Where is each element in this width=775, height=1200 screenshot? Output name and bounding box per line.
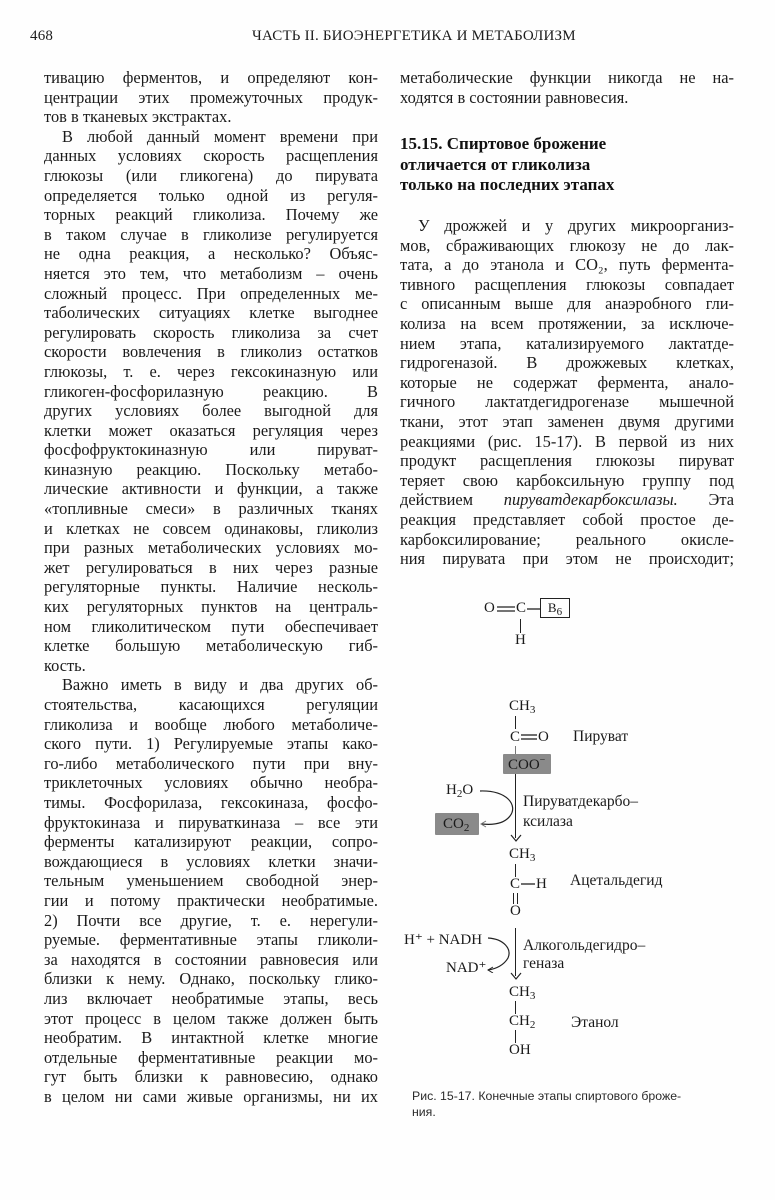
bond-line — [515, 716, 516, 729]
text-line: лиз включает необратимые этапы, весь — [44, 988, 378, 1008]
text-line: других условиях более выгодной для — [44, 401, 378, 421]
carboxyl-group — [508, 755, 545, 774]
text-line: этот процесс в целом также должен быть — [44, 1008, 378, 1028]
text-line: не одна реакция, а несколько? Объяс- — [44, 244, 378, 264]
text-line: метаболические функции никогда не на- — [400, 68, 734, 87]
text-line: с описанным выше для анаэробного гли- — [400, 294, 734, 314]
text-line: гии и потому практически необратимые. — [44, 890, 378, 910]
text-line: отдельные ферментативные реакции мо- — [44, 1047, 378, 1067]
text-line: ния пирувата при этом не происходит; — [400, 549, 734, 569]
double-bond-icon — [495, 603, 517, 615]
text-line: гичного лактатдегидрогеназе мышечной — [400, 392, 734, 412]
text-line: клетки может оказаться регуляция через — [44, 420, 378, 440]
text-line: ходятся в состоянии равновесия. — [400, 87, 629, 107]
text-line: вождающиеся в условиях клетки значи- — [44, 851, 378, 871]
text-line: которые не содержат фермента, анало- — [400, 372, 734, 392]
text-line: нием этапа, катализируемого лактатде- — [400, 333, 734, 353]
text-line: гидрогеназой. В дрожжевых клетках, — [400, 353, 734, 373]
text-line: тивного расщепления глюкозы совпадает — [400, 274, 734, 294]
text-line: тельным уменьшением свободной энер- — [44, 871, 378, 891]
text-line: теряет свою карбоксильную группу под — [400, 470, 734, 490]
curved-arrow-icon — [478, 786, 518, 830]
h-plus-nadh: H⁺ + NADH — [404, 932, 483, 948]
ch2-group — [509, 1013, 535, 1030]
text-line: скорости вовлечения в гликолиз остатков — [44, 342, 378, 362]
enzyme-label: Алкогольдегидро– — [523, 937, 646, 954]
b6-label: B — [547, 600, 557, 615]
vitamin-b6-box — [540, 598, 570, 618]
arrow-down-icon — [510, 834, 522, 842]
text-line: глюкозы (или гликогена) до пирувата — [44, 165, 378, 185]
text-line: сложный процесс. При определенных ме- — [44, 283, 378, 303]
text-line: гут быть близки к равновесию, однако — [44, 1067, 378, 1087]
right-column-intro — [400, 68, 734, 107]
text-line: за находятся в состоянии равновесия или — [44, 949, 378, 969]
paragraph-start: В любой данный момент времени при — [62, 126, 378, 146]
ch-text: CH — [509, 1013, 530, 1029]
curved-arrow-icon — [486, 933, 516, 973]
enzyme-label: Пируватдекарбо– — [523, 793, 639, 810]
subscript: 2 — [463, 822, 470, 834]
heading-line: 15.15. Спиртовое брожение — [400, 134, 607, 153]
single-bond-icon — [520, 878, 536, 890]
text-line: мов, сбраживающих глюкозу не до лак- — [400, 235, 734, 255]
bond-line — [515, 746, 516, 754]
text-line: тов в тканевых экстрактах. — [44, 107, 232, 127]
enzyme-name-italic: пируватдекарбоксилазы. — [503, 490, 678, 510]
text-line: ферменты катализируют реакции, сопро- — [44, 832, 378, 852]
double-bond-icon — [520, 731, 538, 743]
caption-line: ния. — [412, 1105, 436, 1119]
ch3-group — [509, 698, 535, 715]
coo-text: COO — [508, 757, 540, 773]
atom-c: C — [510, 729, 521, 745]
atom-h: H — [536, 876, 547, 892]
co2-formula — [443, 816, 469, 833]
running-title: ЧАСТЬ II. БИОЭНЕРГЕТИКА И МЕТАБОЛИЗМ — [252, 28, 576, 44]
enzyme-label: ксилаза — [523, 813, 573, 830]
text-line: и клетках не совсем одинаковы, гликолиз — [44, 518, 378, 538]
ch-text: CH — [509, 984, 530, 1000]
text-line: при разных метаболических условиях мо- — [44, 538, 378, 558]
text-line: в целом ни сами живые организмы, ни их — [44, 1086, 378, 1106]
text-line: ткани, этот этап заменен двумя другими — [400, 411, 734, 431]
heading-line: только на последних этапах — [400, 175, 615, 194]
text-line: «топливные смеси» в различных тканях — [44, 499, 378, 519]
text-line: го-либо метаболического пути при вну- — [44, 753, 378, 773]
atom-o: O — [510, 903, 521, 919]
ch3-group — [509, 984, 535, 1001]
charge-superscript: − — [539, 755, 546, 766]
water-formula — [446, 782, 473, 799]
atom-o: O — [538, 729, 549, 745]
atom-c: C — [510, 876, 521, 892]
caption-line: Рис. 15-17. Конечные этапы спиртового броже- — [412, 1089, 682, 1103]
text-line: киназную реакцию. Поскольку метабо- — [44, 459, 378, 479]
subscript: 3 — [529, 990, 536, 1002]
text-line: реакция представляет собой простое де- — [400, 509, 734, 529]
subscript: 3 — [529, 852, 536, 864]
text-line: регулировать скорость гликолиза за счет — [44, 322, 378, 342]
text-line: торных реакций гликолиза. Почему же — [44, 205, 378, 225]
atom-h: H — [515, 632, 526, 648]
text-line: гликоген-фосфорилазную реакцию. В — [44, 381, 378, 401]
arrow-down-icon — [510, 972, 522, 980]
text-line: фосфофруктокиназную или пируват- — [44, 440, 378, 460]
text-line: 2) Почти все другие, т. е. нерегули- — [44, 910, 378, 930]
text-line: ном гликолитическом пути обеспечивает — [44, 616, 378, 636]
paragraph-start: Важно иметь в виду и два других об- — [62, 675, 378, 695]
co-text: CO — [443, 816, 464, 832]
text-line: руемые. ферментативные этапы гликоли- — [44, 930, 378, 950]
text-line: кость. — [44, 655, 86, 675]
atom-o: O — [484, 600, 495, 616]
nad-plus: NAD⁺ — [446, 960, 487, 976]
o-text: O — [462, 782, 474, 798]
text-line: таболических ситуациях клетке выгоднее — [44, 303, 378, 323]
enzyme-label: геназа — [523, 955, 565, 972]
heading-line: отличается от гликолиза — [400, 154, 591, 174]
text-line: глюкозы, т. е. через гексокиназную или — [44, 361, 378, 381]
text-line: триклеточных условиях обычно необра- — [44, 773, 378, 793]
page-number: 468 — [30, 28, 54, 44]
ch3-group — [509, 846, 535, 863]
text-line: необратим. В интактной клетке многие — [44, 1028, 378, 1048]
text-line: близки к нему. Однако, поскольку глико- — [44, 969, 378, 989]
text-line: тимы. Фосфорилаза, гексокиназа, фосфо- — [44, 792, 378, 812]
text-line: лические активности и функции, а также — [44, 479, 378, 499]
text-line: колиза на всем протяжении, за исключе- — [400, 313, 734, 333]
h-text: H — [446, 782, 457, 798]
text-line: ского пути. 1) Регулируемые этапы како- — [44, 734, 378, 754]
text-line: тата, а до этанола и CO₂, путь фермента- — [400, 255, 734, 275]
pyruvate-label: Пируват — [573, 728, 629, 745]
text-line: данных условиях скорость расщепления — [44, 146, 378, 166]
text-line: карбоксилирование; реального окисле- — [400, 529, 734, 549]
text-line: продукт расщепления глюкозы пируват — [400, 451, 734, 471]
text-line: тивацию ферментов, и определяют кон- — [44, 68, 378, 87]
text-line: стоятельства, касающихся регуляции — [44, 695, 378, 714]
text-line: жет регулироваться в них через разные — [44, 557, 378, 577]
text-line: гликолиза и вообще любого метаболиче- — [44, 714, 378, 734]
acetaldehyde-label: Ацетальдегид — [570, 872, 663, 889]
paragraph-start: У дрожжей и у других микроорганиз- — [418, 216, 734, 235]
text-line: реакциями (рис. 15-17). В первой из них — [400, 431, 734, 451]
text-line-with-italic — [400, 490, 734, 510]
text-fragment: Эта — [708, 490, 734, 510]
running-header — [30, 28, 750, 48]
text-line: в таком случае в гликолизе регулируется — [44, 224, 378, 244]
b6-subscript: 6 — [556, 606, 563, 618]
right-column-body — [400, 216, 734, 569]
ethanol-label: Этанол — [571, 1014, 619, 1031]
left-column — [44, 68, 378, 1106]
text-line: ких регуляторных пунктов на централь- — [44, 597, 378, 617]
ch-text: CH — [509, 846, 530, 862]
ch-text: CH — [509, 698, 530, 714]
text-line: фруктокиназа и пируваткиназа – все эти — [44, 812, 378, 832]
subscript: 2 — [456, 788, 463, 800]
text-line: определяется только одной из регуля- — [44, 185, 378, 205]
text-line: няется это тем, что метаболизм – очень — [44, 263, 378, 283]
text-line: регуляторные пункты. Наличие несколь- — [44, 577, 378, 597]
text-line: клетке большую метаболическую гиб- — [44, 636, 378, 656]
hydroxyl-group: OH — [509, 1042, 531, 1058]
text-fragment: действием — [400, 490, 473, 510]
subscript: 2 — [529, 1019, 536, 1031]
bond-line — [520, 619, 521, 633]
text-line: центрации этих промежуточных продук- — [44, 87, 378, 107]
section-heading — [400, 134, 700, 196]
subscript: 3 — [529, 704, 536, 716]
figure-caption — [412, 1088, 732, 1120]
atom-c: C — [516, 600, 527, 616]
